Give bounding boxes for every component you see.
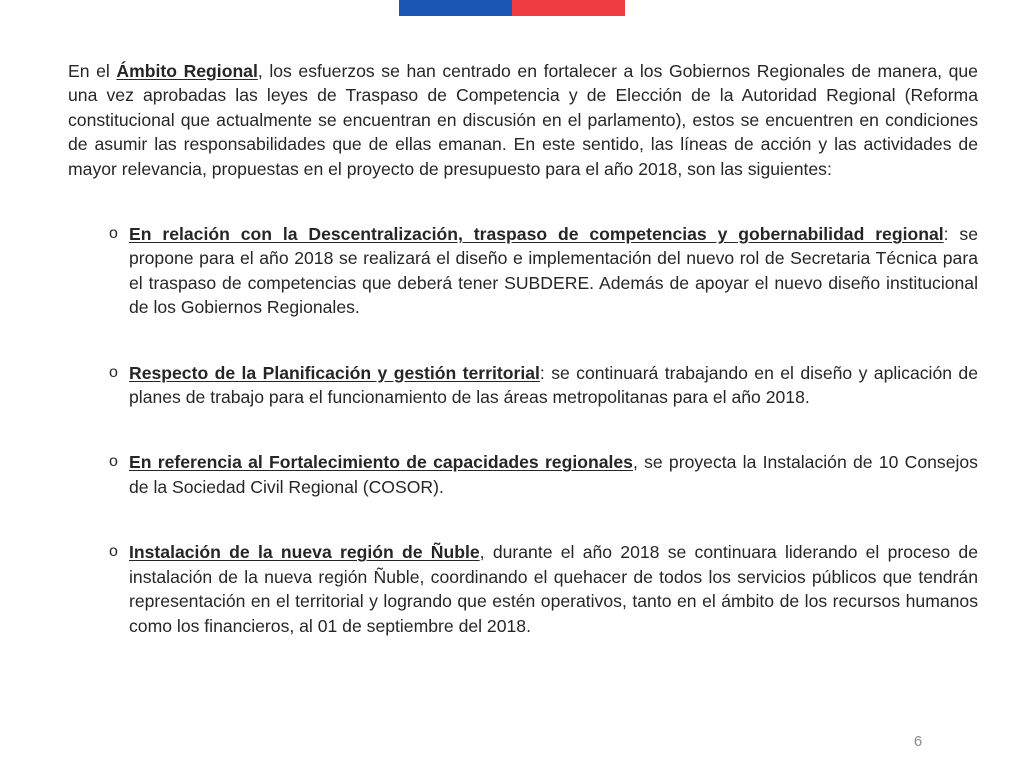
bullet-body: : se continuará trabajando en el diseño y aplicación de planes de trabajo para el funcionamiento de las áreas metropolitanas para el año 2018.: [129, 362, 978, 408]
bullet-marker: o: [109, 543, 118, 561]
intro-body: , los esfuerzos se han centrado en fortalecer a los Gobiernos Regionales de manera, que una vez aprobadas las leyes de Traspaso de Competencia y de Elección de la Autoridad Regional (Reforma constitucional que actualmente se encuentran en discusión en el parlamento), estos se encuentren en condiciones de asumir las responsabilidades que de ellas emanan. En este sentido, las líneas de acción y las actividades de mayor relevancia, propuestas en el proyecto de presupuesto para el año 2018, son las siguientes:: [68, 61, 978, 179]
page-number: 6: [913, 733, 923, 750]
bullet-lead: Respecto de la Planificación y gestión territorial: [129, 362, 540, 383]
bullet-body: : se propone para el año 2018 se realizará el diseño e implementación del nuevo rol de Secretaria Técnica para el traspaso de competencias que deberá tener SUBDERE. Además de apoyar el nuevo diseño institucional de los Gobiernos Regionales.: [129, 224, 978, 318]
bullet-marker: o: [109, 453, 118, 471]
bullet-marker: o: [109, 225, 118, 243]
bullet-list: [68, 222, 978, 638]
flag-color-bar: [399, 0, 625, 16]
bullet-marker: o: [109, 363, 118, 381]
intro-paragraph: [68, 59, 978, 181]
flag-red-segment: [512, 0, 625, 16]
bullet-lead: En referencia al Fortalecimiento de capacidades regionales: [129, 452, 633, 473]
bullet-item-nuble: [68, 540, 978, 638]
bullet-item-fortalecimiento: [68, 450, 978, 499]
bullet-body: , durante el año 2018 se continuara liderando el proceso de instalación de la nueva región Ñuble, coordinando el quehacer de todos los servicios públicos que tendrán representación en el territorial y logrando que estén operativos, tanto en el ámbito de los recursos humanos como los financieros, al 01 de septiembre del 2018.: [129, 542, 978, 636]
flag-blue-segment: [399, 0, 512, 16]
slide-content: [68, 59, 978, 638]
bullet-item-planificacion: [68, 361, 978, 410]
bullet-body: , se proyecta la Instalación de 10 Consejos de la Sociedad Civil Regional (COSOR).: [129, 452, 978, 497]
bullet-lead: En relación con la Descentralización, traspaso de competencias y gobernabilidad regional: [129, 224, 944, 245]
intro-highlight: Ámbito Regional: [116, 61, 258, 81]
intro-prefix: En el: [68, 61, 117, 81]
bullet-lead: Instalación de la nueva región de Ñuble: [129, 542, 480, 563]
bullet-item-descentralizacion: [68, 222, 978, 320]
